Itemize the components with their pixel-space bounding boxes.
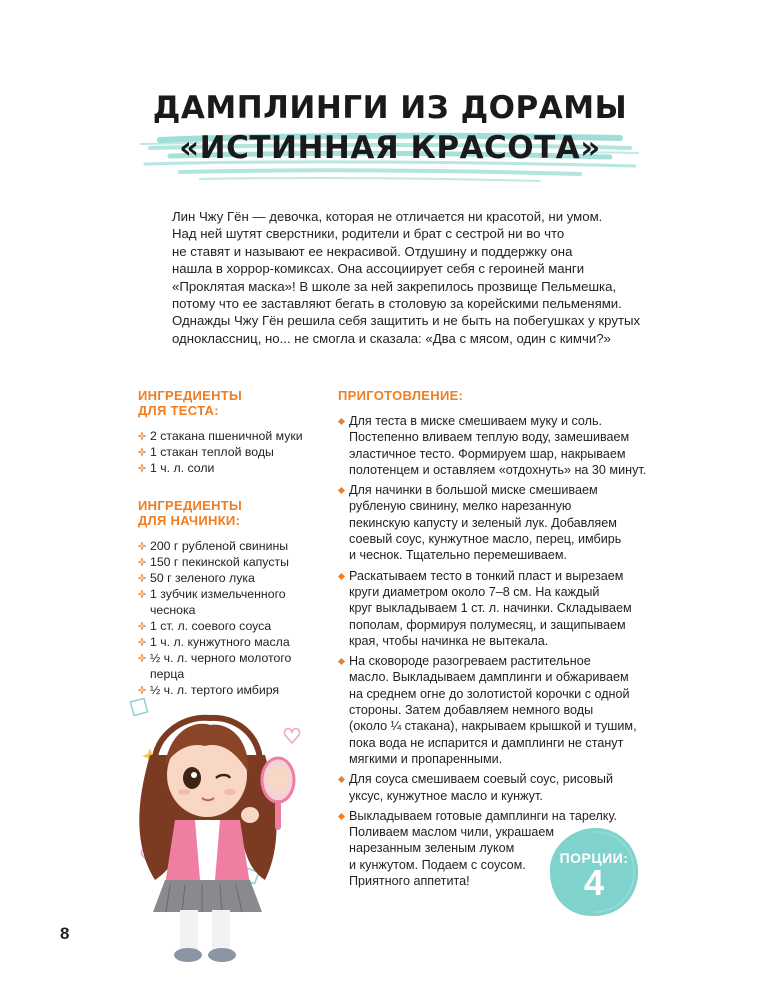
- list-item: 1 ч. л. кунжутного масла: [138, 634, 318, 650]
- sparkle-icon: [138, 558, 146, 566]
- sparkle-icon: [138, 574, 146, 582]
- sparkle-icon: [138, 654, 146, 662]
- list-item: ½ ч. л. тертого имбиря: [138, 682, 318, 698]
- list-item: ½ ч. л. черного молотого перца: [138, 650, 318, 682]
- list-item: 150 г пекинской капусты: [138, 554, 318, 570]
- list-item: 1 зубчик измельченного чеснока: [138, 586, 318, 618]
- dough-heading: ИНГРЕДИЕНТЫ ДЛЯ ТЕСТА:: [138, 388, 243, 418]
- filling-heading: ИНГРЕДИЕНТЫ ДЛЯ НАЧИНКИ:: [138, 498, 243, 528]
- list-item: 50 г зеленого лука: [138, 570, 318, 586]
- intro-line: потому что ее заставляют бегать в столовую за корейскими пельменями.: [172, 296, 622, 312]
- method-heading: ПРИГОТОВЛЕНИЕ:: [338, 388, 464, 403]
- intro-line: «Проклятая маска»! В школе за ней закрепилось прозвище Пельмешка,: [172, 278, 617, 294]
- sparkle-icon: [138, 542, 146, 550]
- list-item: 1 ст. л. соевого соуса: [138, 618, 318, 634]
- step-item: Выкладываем готовые дамплинги на тарелку. Поливаем маслом чили, украшаем нарезанным зеленым луком и кунжутом. Подаем с соусом. Приятного аппетита!: [338, 808, 638, 889]
- sparkle-icon: [138, 448, 146, 456]
- step-item: Раскатываем тесто в тонкий пласт и вырезаем круги диаметром около 7–8 см. На каждый круг выкладываем 1 ст. л. начинки. Складываем пополам, формируя полумесяц, и защипываем края, чтобы начинка не вытекала.: [338, 568, 638, 649]
- girl-illustration: [110, 680, 310, 970]
- page-title: [140, 88, 640, 168]
- intro-line: Над ней шутят сверстники, родители и брат с сестрой ни во что: [172, 226, 565, 242]
- filling-list: [138, 538, 318, 698]
- diamond-bullet-icon: [338, 776, 345, 783]
- intro-line: Лин Чжу Гён — девочка, которая не отличается ни красотой, ни умом.: [172, 209, 603, 224]
- method-column: [338, 388, 647, 893]
- title-line-2: «ИСТИННАЯ КРАСОТА»: [179, 130, 601, 166]
- step-item: Для начинки в большой миске смешиваем рубленую свинину, мелко нарезанную пекинскую капусту и зеленый лук. Добавляем соевый соус, кунжутное масло, перец, имбирь и чеснок. Тщательно перемешиваем.: [338, 482, 638, 563]
- portions-value: 4: [583, 862, 605, 903]
- list-item: 1 ч. л. соли: [138, 460, 318, 476]
- list-item: 2 стакана пшеничной муки: [138, 428, 318, 444]
- sparkle-icon: [138, 464, 146, 472]
- diamond-bullet-icon: [338, 418, 345, 425]
- page-number: 8: [60, 924, 70, 943]
- portions-badge: [548, 826, 640, 918]
- step-item: Для теста в миске смешиваем муку и соль. Постепенно вливаем теплую воду, замешиваем эластичное тесто. Формируем шар, накрываем полотенцем и оставляем «отдохнуть» на 30 минут.: [338, 413, 638, 478]
- step-item: На сковороде разогреваем растительное масло. Выкладываем дамплинги и обжариваем на среднем огне до золотистой корочки с одной стороны. Затем добавляем немного воды (около ¼ стакана), накрываем крышкой и тушим, пока вода не испарится и дамплинги не станут мягкими и пропаренными.: [338, 653, 638, 767]
- intro-paragraph: [172, 208, 642, 347]
- list-item: 200 г рубленой свинины: [138, 538, 318, 554]
- sparkle-icon: [138, 622, 146, 630]
- title-block: [140, 78, 640, 188]
- portions-label: ПОРЦИИ:: [559, 850, 629, 866]
- sparkle-icon: [138, 590, 146, 598]
- method-steps: [338, 413, 647, 889]
- intro-line: не ставят и называют ее некрасивой. Отдушину и поддержку она: [172, 243, 573, 259]
- list-item: 1 стакан теплой воды: [138, 444, 318, 460]
- intro-line: Однажды Чжу Гён решила себя защитить и не быть на побегушках у крутых: [172, 313, 641, 329]
- step-item: Для соуса смешиваем соевый соус, рисовый уксус, кунжутное масло и кунжут.: [338, 771, 638, 804]
- diamond-bullet-icon: [338, 813, 345, 820]
- diamond-bullet-icon: [338, 487, 345, 494]
- sparkle-icon: [138, 432, 146, 440]
- intro-line: нашла в хоррор-комиксах. Она ассоциирует себя с героиней манги: [172, 261, 585, 277]
- ingredients-column: [138, 388, 318, 698]
- intro-line: одноклассниц, но... не смогла и сказала: «Два с мясом, один с кимчи?»: [172, 330, 611, 346]
- diamond-bullet-icon: [338, 658, 345, 665]
- sparkle-icon: [138, 638, 146, 646]
- title-line-1: ДАМПЛИНГИ ИЗ ДОРАМЫ: [152, 90, 628, 126]
- dough-list: [138, 428, 318, 476]
- diamond-bullet-icon: [338, 573, 345, 580]
